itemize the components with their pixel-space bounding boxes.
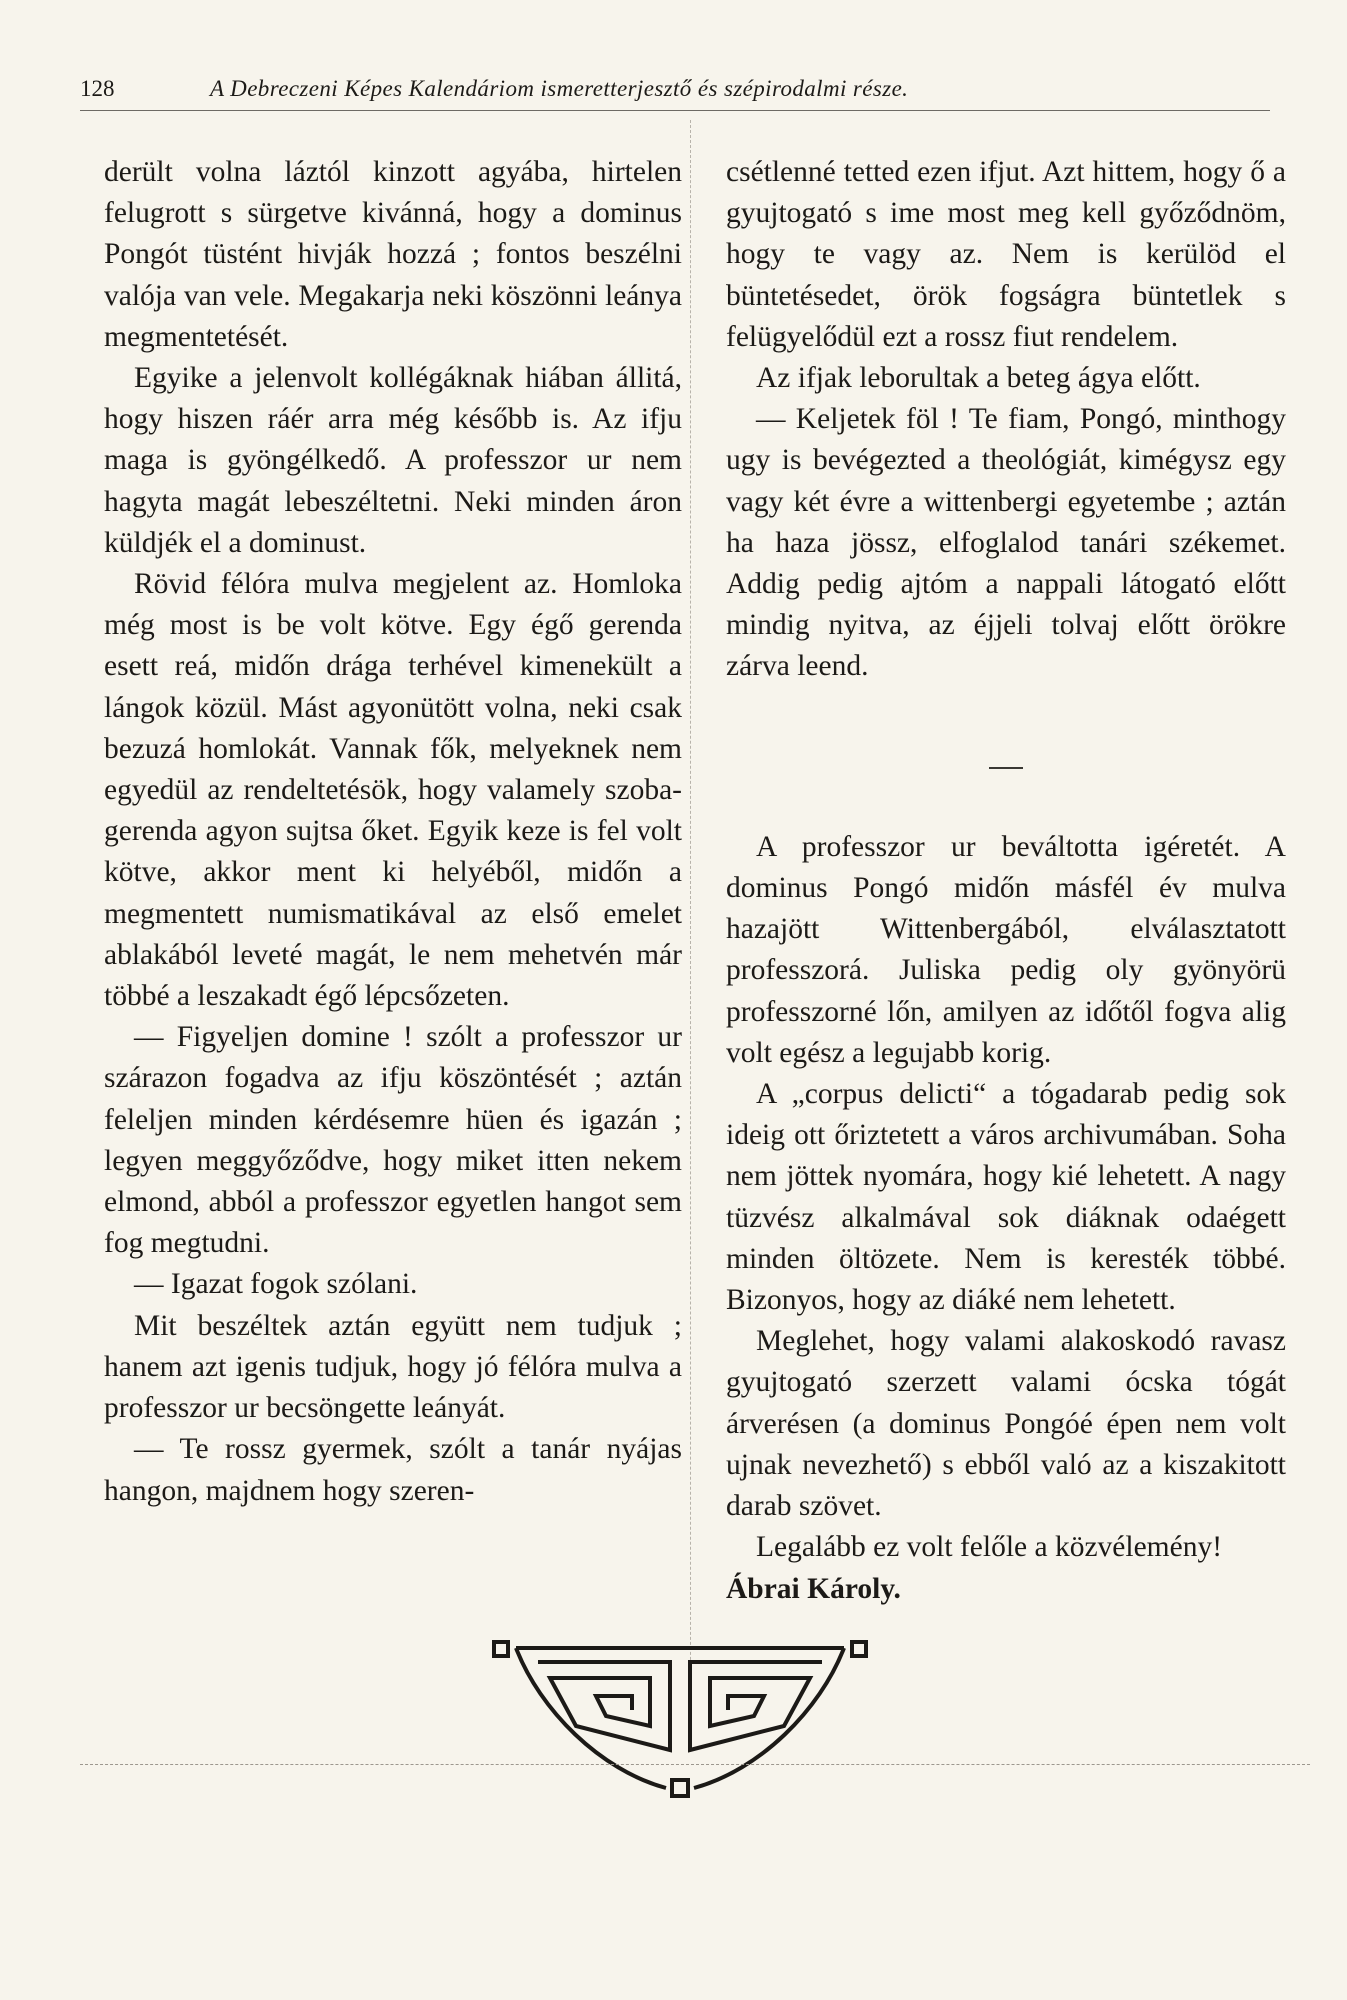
author-signature: Ábrai Károly.: [726, 1572, 901, 1605]
paragraph: — Figyeljen domine ! szólt a professzor ur szárazon fogadva az ifju köszöntését ; aztán feleljen minden kérdésemre hüen és igazán ; legyen meggyőződve, hogy miket itten nekem elmond, abból a professzor egyetlen hangot sem fog megtudni.: [104, 1021, 682, 1260]
paragraph: A professzor ur beváltotta igéretét. A dominus Pongó midőn másfél év mulva hazajött Wittenbergából, elválasztatott professzorá. Juliska pedig oly gyönyörü professzorné lőn, amilyen az időtől fogva alig volt egész a legujabb korig.: [726, 830, 1286, 1069]
column-divider: [690, 120, 691, 1720]
paragraph: — Keljetek föl ! Te fiam, Pongó, minthogy ugy is bevégezted a theológiát, kimégysz egy vagy két évre a wittenbergi egyetembe ; aztán ha haza jössz, elfoglalod tanári székemet. Addig pedig ajtóm a nappali látogató előtt mindig nyitva, az éjjeli tolvaj előtt örökre zárva leend.: [726, 403, 1286, 683]
greek-key-tailpiece-icon: [480, 1630, 880, 1830]
paragraph: — Igazat fogok szólani.: [134, 1268, 418, 1301]
paragraph: derült volna láztól kinzott agyába, hirtelen felugrott s sürgetve kivánná, hogy a dominus Pongót tüstént hivják hozzá ; fontos beszélni valója van vele. Megakarja neki köszönni leánya megmentetését.: [104, 156, 682, 353]
page-header: [80, 76, 1270, 111]
paragraph: Rövid félóra mulva megjelent az. Homloka még most is be volt kötve. Egy égő gerenda esett reá, midőn drága terhével kimenekült a lángok közül. Mást agyonütött volna, neki csak bezuzá homlokát. Vannak fők, melyeknek nem egyedül az rendeltetésök, hogy valamely szoba-gerenda agyon sujtsa őket. Egyik keze is fel volt kötve, akkor ment ki helyéből, midőn a megmentett numismatikával az első emelet ablakából leveté magát, le nem mehetvén már többé a leszakadt égő lépcsőzeten.: [104, 568, 682, 1013]
paragraph: Egyike a jelenvolt kollégáknak hiában állitá, hogy hiszen ráér arra még később is. Az ifju maga is gyöngélkedő. A professzor ur nem hagyta magát lebeszéltetni. Neki minden áron küldjék el a dominust.: [104, 362, 682, 559]
bottom-rule: [80, 1764, 1310, 1765]
left-column: [104, 152, 682, 1512]
section-separator: [726, 740, 1286, 781]
paragraph: Az ifjak leborultak a beteg ágya előtt.: [756, 362, 1201, 395]
paragraph: csétlenné tetted ezen ifjut. Azt hittem, hogy ő a gyujtogató s ime most meg kell győződnöm, hogy te vagy az. Nem is kerülöd el büntetésedet, örök fogságra büntetlek s felügyelődül ezt a rossz fiut rendelem.: [726, 156, 1286, 353]
paragraph: — Te rossz gyermek, szólt a tanár nyájas hangon, majdnem hogy szeren-: [104, 1433, 682, 1507]
paragraph: Meglehet, hogy valami alakoskodó ravasz gyujtogató szerzett valami ócska tógát árverésen (a dominus Pongóé épen nem volt ujnak nevezhető) s ebből való az a kiszakitott darab szövet.: [726, 1325, 1286, 1523]
page-number: 128: [80, 76, 115, 101]
paragraph: Legalább ez volt felőle a közvélemény!: [756, 1531, 1223, 1564]
paragraph: A „corpus delicti“ a tógadarab pedig sok ideig ott őriztetett a város archivumában. Soha nem jöttek nyomára, hogy kié lehetett. A nagy tüzvész alkalmával sok diáknak odaégett minden öltözete. Nem is keresték többé. Bizonyos, hogy az diáké nem lehetett.: [726, 1078, 1286, 1317]
right-column: [726, 152, 1286, 1610]
paragraph: Mit beszéltek aztán együtt nem tudjuk ; hanem azt igenis tudjuk, hogy jó félóra mulva a professzor ur becsöngette leányát.: [104, 1309, 682, 1425]
running-head: A Debreczeni Képes Kalendáriom ismeretterjesztő és szépirodalmi része.: [210, 76, 909, 101]
